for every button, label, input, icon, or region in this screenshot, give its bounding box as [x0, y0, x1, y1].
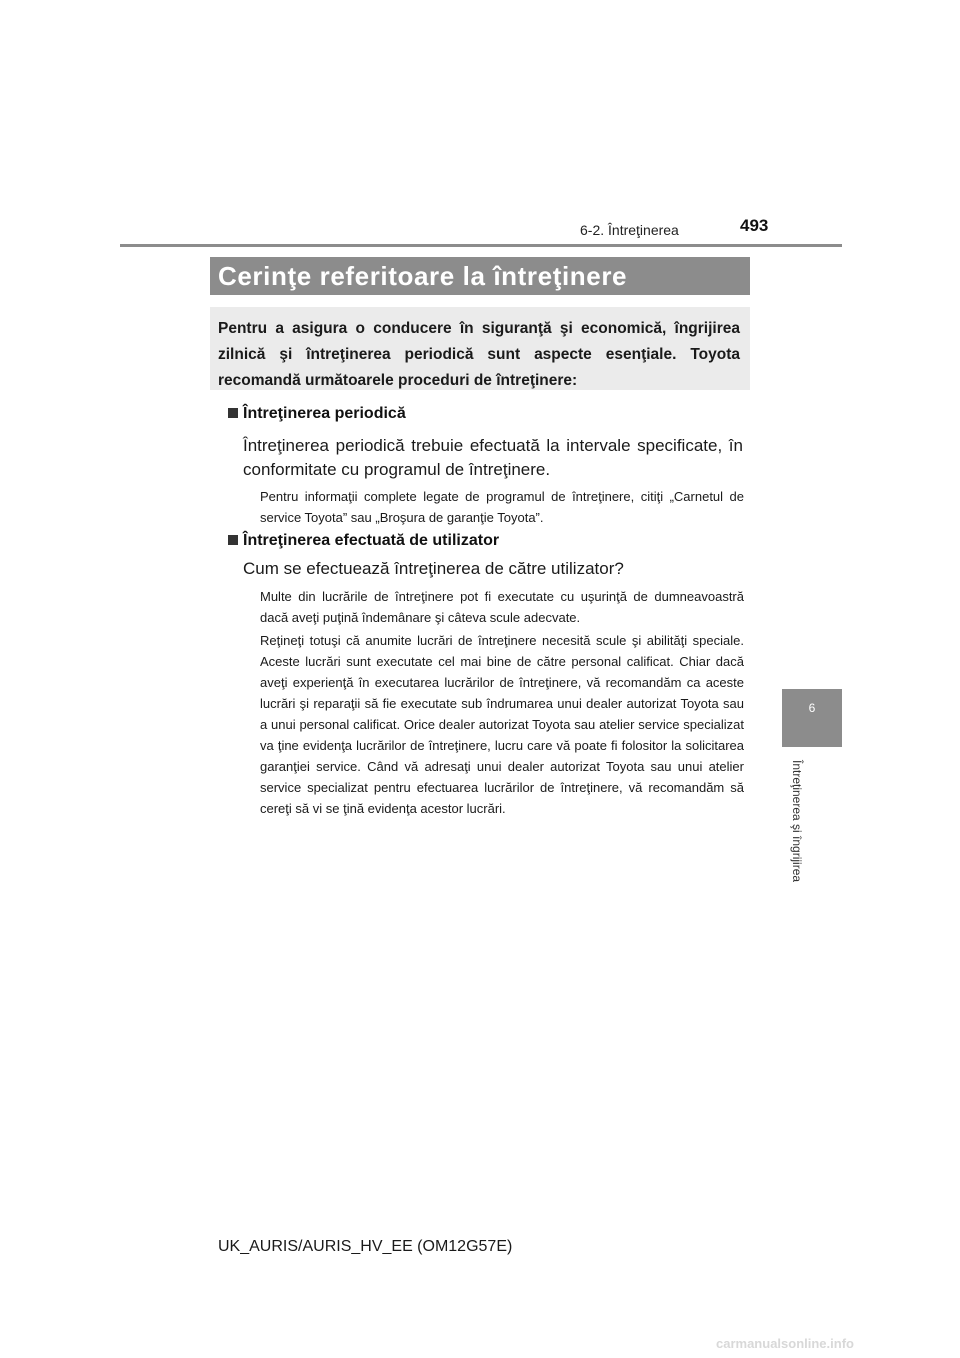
intro-box: Pentru a asigura o conducere în siguranţă şi economică, îngrijirea zilnică şi întreţinerea periodică sunt aspecte esenţiale. Toyota recomandă următoarele proceduri de întreţinere:: [210, 307, 750, 390]
section-note: Multe din lucrările de întreţinere pot fi executate cu uşurinţă de dumneavoastră dacă aveţi puţină îndemânare şi câteva scule adecvate.: [260, 589, 744, 625]
square-bullet-icon: [228, 535, 238, 545]
watermark: carmanualsonline.info: [716, 1336, 854, 1351]
section-note: Pentru informaţii complete legate de programul de întreţinere, citiţi „Carnetul de service Toyota” sau „Broşura de garanţie Toyota”.: [260, 489, 744, 525]
page-number: 493: [740, 216, 769, 235]
chapter-number: 6: [808, 701, 816, 715]
section-heading-user: [228, 532, 499, 550]
section-heading-text: Întreţinerea efectuată de utilizator: [243, 532, 500, 549]
section-body-user: Cum se efectuează întreţinerea de către utilizator?: [243, 559, 624, 578]
section-heading-text: Întreţinerea periodică: [243, 405, 406, 422]
chapter-label: Întreţinerea şi îngrijirea: [790, 760, 804, 883]
section-heading-periodic: [228, 405, 406, 423]
title-banner: [210, 257, 750, 295]
chapter-tab: [782, 689, 842, 747]
header-divider: [120, 244, 842, 247]
page-title: Cerinţe referitoare la întreţinere: [218, 260, 628, 291]
section-body-periodic: Întreţinerea periodică trebuie efectuată la intervale specificate, în conformitate cu programul de întreţinere.: [243, 436, 743, 479]
section-note: Reţineţi totuşi că anumite lucrări de întreţinere necesită scule şi abilităţi speciale. Aceste lucrări sunt executate cel mai bine de către personal calificat. Chiar dacă aveţi experienţă în executarea lucrărilor de întreţinere, vă recomandăm ca aceste lucrări şi reparaţii să fie executate sub îndrumarea unui dealer autorizat Toyota sau a unui personal calificat. Orice dealer autorizat Toyota sau atelier service specializat va ţine evidenţa lucrărilor de întreţinere, lucru care vă poate fi folositor la solicitarea garanţiei service. Când vă adresaţi unui dealer autorizat Toyota sau unui atelier service specializat pentru efectuarea lucrărilor de întreţinere, vă recomandăm să cereţi să vi se ţină evidenţa acestor lucrări.: [260, 633, 744, 816]
document-code: UK_AURIS/AURIS_HV_EE (OM12G57E): [218, 1238, 513, 1255]
header-section-title: 6-2. Întreţinerea: [580, 222, 679, 238]
square-bullet-icon: [228, 408, 238, 418]
